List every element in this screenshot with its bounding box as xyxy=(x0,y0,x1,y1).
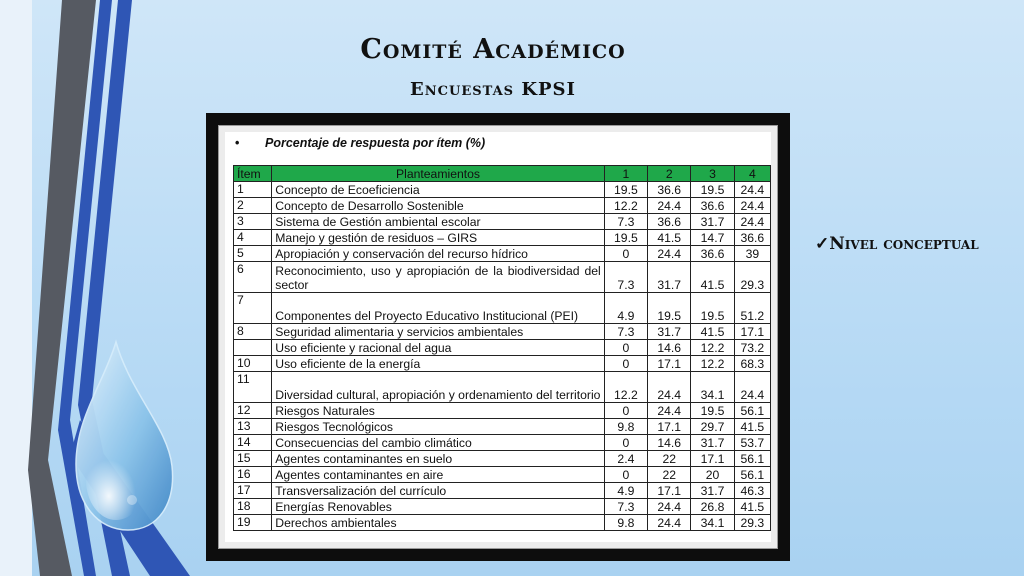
level-2-cell: 14.6 xyxy=(648,435,691,451)
level-1-cell: 0 xyxy=(604,356,647,372)
level-1-cell: 19.5 xyxy=(604,182,647,198)
slide-title: Comité Académico xyxy=(360,34,626,65)
level-3-cell: 36.6 xyxy=(691,246,734,262)
level-1-cell: 0 xyxy=(604,246,647,262)
item-cell: 18 xyxy=(234,499,272,515)
item-cell: 5 xyxy=(234,246,272,262)
level-2-cell: 24.4 xyxy=(648,515,691,531)
level-2-cell: 19.5 xyxy=(648,293,691,324)
level-2-cell: 24.4 xyxy=(648,499,691,515)
item-cell: 19 xyxy=(234,515,272,531)
table-image-frame xyxy=(206,113,790,561)
statement-cell: Energías Renovables xyxy=(272,499,604,515)
level-1-cell: 9.8 xyxy=(604,419,647,435)
header-statements: Planteamientos xyxy=(272,166,604,182)
statement-cell: Uso eficiente y racional del agua xyxy=(272,340,604,356)
level-3-cell: 26.8 xyxy=(691,499,734,515)
level-4-cell: 17.1 xyxy=(734,324,770,340)
statement-cell: Sistema de Gestión ambiental escolar xyxy=(272,214,604,230)
kpsi-table xyxy=(233,165,771,531)
item-cell: 12 xyxy=(234,403,272,419)
item-cell: 10 xyxy=(234,356,272,372)
level-4-cell: 36.6 xyxy=(734,230,770,246)
level-4-cell: 29.3 xyxy=(734,262,770,293)
level-2-cell: 24.4 xyxy=(648,403,691,419)
table-row xyxy=(234,372,771,403)
level-4-cell: 41.5 xyxy=(734,499,770,515)
table-row xyxy=(234,214,771,230)
table-row xyxy=(234,198,771,214)
table-header-row xyxy=(234,166,771,182)
table-row xyxy=(234,262,771,293)
item-cell: 2 xyxy=(234,198,272,214)
table-row xyxy=(234,340,771,356)
level-1-cell: 0 xyxy=(604,435,647,451)
header-level-4: 4 xyxy=(734,166,770,182)
level-1-cell: 7.3 xyxy=(604,262,647,293)
level-4-cell: 56.1 xyxy=(734,467,770,483)
level-3-cell: 17.1 xyxy=(691,451,734,467)
level-1-cell: 0 xyxy=(604,340,647,356)
table-row xyxy=(234,451,771,467)
level-2-cell: 31.7 xyxy=(648,262,691,293)
table-row xyxy=(234,483,771,499)
level-2-cell: 22 xyxy=(648,451,691,467)
table-row xyxy=(234,499,771,515)
bullet-icon: • xyxy=(235,136,240,150)
table-row xyxy=(234,419,771,435)
level-4-cell: 73.2 xyxy=(734,340,770,356)
level-3-cell: 34.1 xyxy=(691,515,734,531)
table-row xyxy=(234,356,771,372)
level-1-cell: 7.3 xyxy=(604,214,647,230)
item-cell: 17 xyxy=(234,483,272,499)
level-2-cell: 24.4 xyxy=(648,372,691,403)
level-4-cell: 51.2 xyxy=(734,293,770,324)
level-4-cell: 39 xyxy=(734,246,770,262)
level-4-cell: 24.4 xyxy=(734,372,770,403)
item-cell: 13 xyxy=(234,419,272,435)
level-1-cell: 19.5 xyxy=(604,230,647,246)
level-1-cell: 12.2 xyxy=(604,372,647,403)
statement-cell: Derechos ambientales xyxy=(272,515,604,531)
level-3-cell: 29.7 xyxy=(691,419,734,435)
level-1-cell: 0 xyxy=(604,403,647,419)
level-1-cell: 2.4 xyxy=(604,451,647,467)
table-heading xyxy=(235,136,485,150)
level-4-cell: 56.1 xyxy=(734,451,770,467)
statement-cell: Concepto de Desarrollo Sostenible xyxy=(272,198,604,214)
table-row xyxy=(234,293,771,324)
level-2-cell: 31.7 xyxy=(648,324,691,340)
level-1-cell: 12.2 xyxy=(604,198,647,214)
level-2-cell: 17.1 xyxy=(648,356,691,372)
level-2-cell: 17.1 xyxy=(648,483,691,499)
level-1-cell: 4.9 xyxy=(604,483,647,499)
statement-cell: Concepto de Ecoeficiencia xyxy=(272,182,604,198)
header-item: Ítem xyxy=(234,166,272,182)
table-row xyxy=(234,230,771,246)
item-cell: 1 xyxy=(234,182,272,198)
level-3-cell: 20 xyxy=(691,467,734,483)
item-cell: 3 xyxy=(234,214,272,230)
level-3-cell: 14.7 xyxy=(691,230,734,246)
table-row xyxy=(234,515,771,531)
table-row xyxy=(234,435,771,451)
statement-cell: Componentes del Proyecto Educativo Institucional (PEI) xyxy=(272,293,604,324)
conceptual-level-label: ✓Nivel conceptual xyxy=(815,234,979,254)
level-1-cell: 4.9 xyxy=(604,293,647,324)
level-2-cell: 22 xyxy=(648,467,691,483)
level-4-cell: 24.4 xyxy=(734,198,770,214)
level-2-cell: 36.6 xyxy=(648,182,691,198)
table-row xyxy=(234,324,771,340)
level-3-cell: 19.5 xyxy=(691,182,734,198)
level-1-cell: 0 xyxy=(604,467,647,483)
level-1-cell: 7.3 xyxy=(604,499,647,515)
level-4-cell: 24.4 xyxy=(734,182,770,198)
level-4-cell: 46.3 xyxy=(734,483,770,499)
header-level-1: 1 xyxy=(604,166,647,182)
level-4-cell: 53.7 xyxy=(734,435,770,451)
level-2-cell: 41.5 xyxy=(648,230,691,246)
level-3-cell: 41.5 xyxy=(691,324,734,340)
item-cell xyxy=(234,340,272,356)
level-3-cell: 12.2 xyxy=(691,356,734,372)
item-cell: 14 xyxy=(234,435,272,451)
item-cell: 7 xyxy=(234,293,272,324)
statement-cell: Uso eficiente de la energía xyxy=(272,356,604,372)
item-cell: 8 xyxy=(234,324,272,340)
item-cell: 16 xyxy=(234,467,272,483)
slide-subtitle: Encuestas KPSI xyxy=(410,79,576,100)
level-2-cell: 24.4 xyxy=(648,246,691,262)
level-3-cell: 12.2 xyxy=(691,340,734,356)
statement-cell: Riesgos Tecnológicos xyxy=(272,419,604,435)
statement-cell: Reconocimiento, uso y apropiación de la biodiversidad del sector xyxy=(272,262,604,293)
level-3-cell: 34.1 xyxy=(691,372,734,403)
item-cell: 4 xyxy=(234,230,272,246)
statement-cell: Manejo y gestión de residuos – GIRS xyxy=(272,230,604,246)
document-page xyxy=(225,132,771,542)
level-2-cell: 17.1 xyxy=(648,419,691,435)
table-image-border xyxy=(218,125,778,549)
level-3-cell: 31.7 xyxy=(691,214,734,230)
item-cell: 6 xyxy=(234,262,272,293)
header-level-2: 2 xyxy=(648,166,691,182)
level-2-cell: 14.6 xyxy=(648,340,691,356)
level-1-cell: 9.8 xyxy=(604,515,647,531)
header-level-3: 3 xyxy=(691,166,734,182)
table-row xyxy=(234,467,771,483)
level-4-cell: 56.1 xyxy=(734,403,770,419)
table-row xyxy=(234,182,771,198)
statement-cell: Riesgos Naturales xyxy=(272,403,604,419)
item-cell: 15 xyxy=(234,451,272,467)
statement-cell: Diversidad cultural, apropiación y ordenamiento del territorio xyxy=(272,372,604,403)
table-heading-text: Porcentaje de respuesta por ítem (%) xyxy=(265,136,486,150)
level-4-cell: 68.3 xyxy=(734,356,770,372)
statement-cell: Agentes contaminantes en aire xyxy=(272,467,604,483)
statement-cell: Agentes contaminantes en suelo xyxy=(272,451,604,467)
table-row xyxy=(234,403,771,419)
level-4-cell: 41.5 xyxy=(734,419,770,435)
level-3-cell: 36.6 xyxy=(691,198,734,214)
statement-cell: Consecuencias del cambio climático xyxy=(272,435,604,451)
level-4-cell: 24.4 xyxy=(734,214,770,230)
level-3-cell: 31.7 xyxy=(691,483,734,499)
table-row xyxy=(234,246,771,262)
statement-cell: Apropiación y conservación del recurso hídrico xyxy=(272,246,604,262)
level-1-cell: 7.3 xyxy=(604,324,647,340)
level-3-cell: 19.5 xyxy=(691,293,734,324)
statement-cell: Transversalización del currículo xyxy=(272,483,604,499)
level-3-cell: 31.7 xyxy=(691,435,734,451)
level-2-cell: 24.4 xyxy=(648,198,691,214)
level-3-cell: 19.5 xyxy=(691,403,734,419)
item-cell: 11 xyxy=(234,372,272,403)
statement-cell: Seguridad alimentaria y servicios ambientales xyxy=(272,324,604,340)
level-2-cell: 36.6 xyxy=(648,214,691,230)
level-4-cell: 29.3 xyxy=(734,515,770,531)
level-3-cell: 41.5 xyxy=(691,262,734,293)
